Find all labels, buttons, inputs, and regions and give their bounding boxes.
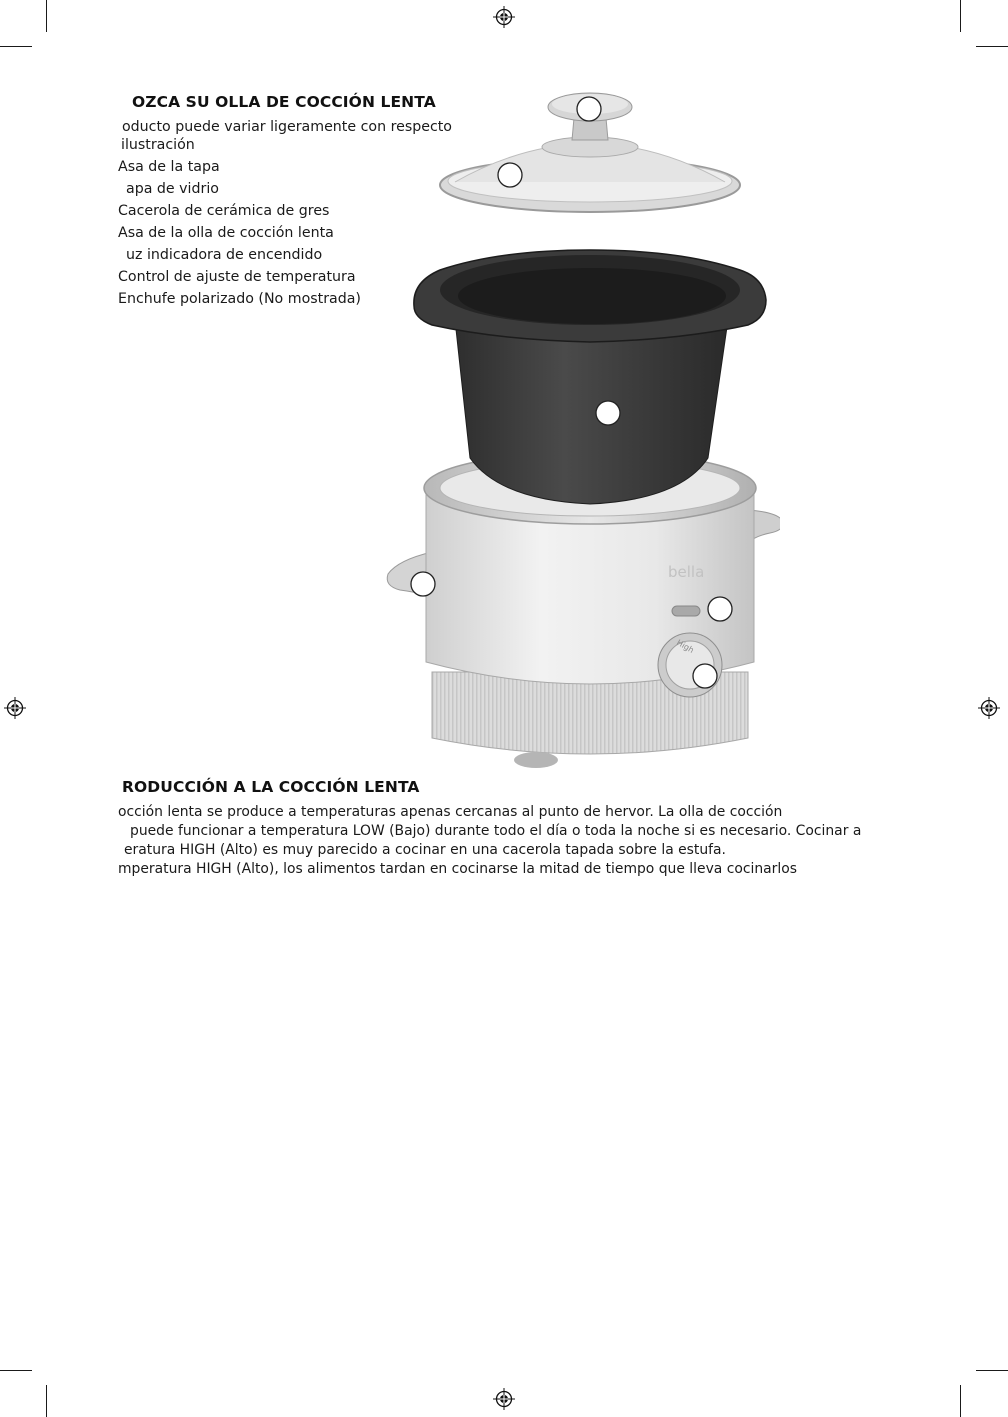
registration-mark-icon bbox=[4, 697, 26, 719]
crop-mark bbox=[46, 1385, 47, 1417]
registration-mark-icon bbox=[978, 697, 1000, 719]
registration-mark-icon bbox=[493, 6, 515, 28]
crop-mark bbox=[960, 0, 961, 32]
paragraph-line: puede funcionar a temperatura LOW (Bajo) durante todo el día o toda la noche si es necesario. Cocinar a bbox=[130, 823, 862, 839]
list-item: Asa de la olla de cocción lenta bbox=[118, 225, 334, 241]
note-line: ilustración bbox=[121, 137, 195, 153]
section-title-intro-slow-cooking: RODUCCIÓN A LA COCCIÓN LENTA bbox=[122, 778, 420, 796]
knob-label: High bbox=[675, 637, 696, 655]
list-item: Cacerola de cerámica de gres bbox=[118, 203, 330, 219]
registration-mark-icon bbox=[493, 1388, 515, 1410]
slow-cooker-illustration bbox=[380, 88, 780, 778]
crop-mark bbox=[0, 46, 32, 47]
crop-mark bbox=[976, 1370, 1008, 1371]
crop-mark bbox=[0, 1370, 32, 1371]
list-item: Asa de la tapa bbox=[118, 159, 220, 175]
section-title-know-your-cooker: OZCA SU OLLA DE COCCIÓN LENTA bbox=[132, 93, 436, 111]
list-item: Enchufe polarizado (No mostrada) bbox=[118, 291, 361, 307]
crop-mark bbox=[976, 46, 1008, 47]
list-item: apa de vidrio bbox=[126, 181, 219, 197]
crop-mark bbox=[960, 1385, 961, 1417]
crop-mark bbox=[46, 0, 47, 32]
paragraph-line: mperatura HIGH (Alto), los alimentos tardan en cocinarse la mitad de tiempo que lleva cocinarlos bbox=[118, 861, 797, 877]
list-item: uz indicadora de encendido bbox=[126, 247, 323, 263]
brand-logo: bella bbox=[668, 563, 705, 581]
list-item: Control de ajuste de temperatura bbox=[118, 269, 356, 285]
paragraph-line: occión lenta se produce a temperaturas apenas cercanas al punto de hervor. La olla de cocción bbox=[118, 804, 783, 820]
note-line: oducto puede variar ligeramente con respecto bbox=[122, 119, 452, 135]
paragraph-line: eratura HIGH (Alto) es muy parecido a cocinar en una cacerola tapada sobre la estufa. bbox=[124, 842, 726, 858]
